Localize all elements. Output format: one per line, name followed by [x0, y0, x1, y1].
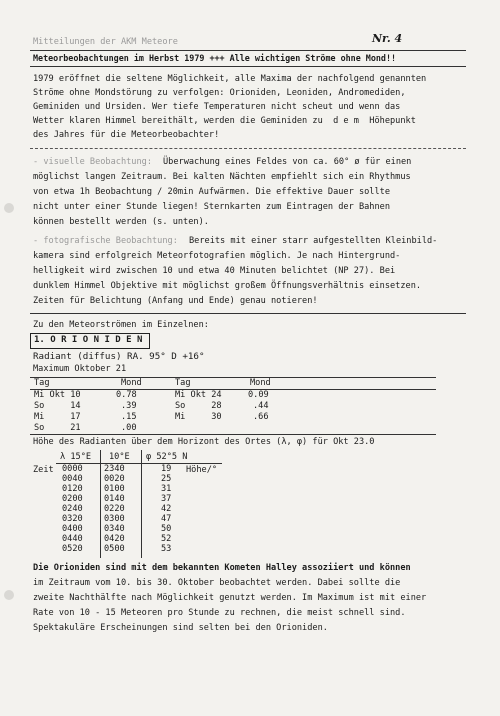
table-cell: 0.78: [116, 390, 137, 400]
height-table-cell: 53: [161, 544, 172, 554]
col-header-phi: φ 52°5 N: [146, 452, 188, 462]
col-header-mond: Mond: [121, 378, 142, 388]
intro-line: Geminiden und Ursiden. Wer tiefe Temperaturen nicht scheut und wenn das: [33, 102, 401, 112]
height-table-cell: 0400: [62, 524, 83, 534]
table-cell: .39: [121, 401, 137, 411]
table-rule: [30, 434, 436, 435]
table-cell: So 14: [34, 401, 81, 411]
height-table-cell: 47: [161, 514, 172, 524]
streams-heading: Zu den Meteorströmen im Einzelnen:: [33, 320, 209, 330]
height-table-cell: 37: [161, 494, 172, 504]
col-header-mond: Mond: [250, 378, 271, 388]
photo-line: helligkeit wird zwischen 10 und etwa 40 Minuten belichtet (NP 27). Bei: [33, 266, 396, 276]
closing-line: Die Orioniden sind mit dem bekannten Kometen Halley assoziiert und können: [33, 563, 411, 573]
intro-line: Ströme ohne Mondstörung zu verfolgen: Orioniden, Leoniden, Andromediden,: [33, 88, 406, 98]
table-cell: Mi Okt 24: [175, 390, 222, 400]
table-cell: .00: [121, 423, 137, 433]
table-cell: 0.09: [248, 390, 269, 400]
table-cell: .15: [121, 412, 137, 422]
height-table-cell: 0420: [104, 534, 125, 544]
table-rule: [30, 389, 436, 390]
intro-line: des Jahres für die Meteorbeobachter!: [33, 130, 220, 140]
punch-hole: [4, 203, 14, 213]
height-table-cell: 0000: [62, 464, 83, 474]
punch-hole: [4, 590, 14, 600]
org-name: Mitteilungen der AKM Meteore: [33, 37, 178, 47]
section-rule: [30, 313, 466, 314]
height-table-cell: 52: [161, 534, 172, 544]
intro-line: Wetter klaren Himmel bereithält, werden die Geminiden zu d e m Höhepunkt: [33, 116, 416, 126]
header-rule: [30, 50, 466, 51]
height-caption: Höhe des Radianten über dem Horizont des Ortes (λ, φ) für Okt 23.0: [33, 437, 375, 447]
height-table-cell: 0440: [62, 534, 83, 544]
doc-title: Meteorbeobachtungen im Herbst 1979 +++ Alle wichtigen Ströme ohne Mond!!: [33, 53, 397, 63]
visual-line: Überwachung eines Feldes von ca. 60° ø für einen: [163, 157, 412, 167]
visual-label: - visuelle Beobachtung:: [33, 157, 152, 167]
intro-line: 1979 eröffnet die seltene Möglichkeit, alle Maxima der nachfolgend genannten: [33, 74, 427, 84]
height-table-cell: 0240: [62, 504, 83, 514]
issue-number: Nr. 4: [372, 32, 403, 45]
table-rule: [30, 377, 436, 378]
closing-line: im Zeitraum vom 10. bis 30. Oktober beobachtet werden. Dabei sollte die: [33, 578, 401, 588]
table-cell: So 21: [34, 423, 81, 433]
col-header-lambda2: 10°E: [109, 452, 130, 462]
photo-label: - fotografische Beobachtung:: [33, 236, 178, 246]
height-table-cell: 0020: [104, 474, 125, 484]
radiant-info: Radiant (diffus) RA. 95° D +16°: [33, 351, 205, 362]
height-table-cell: 0340: [104, 524, 125, 534]
height-table-cell: 0300: [104, 514, 125, 524]
table-cell: Mi Okt 10: [34, 390, 81, 400]
closing-line: Rate von 10 - 15 Meteoren pro Stunde zu rechnen, die meist schnell sind.: [33, 608, 406, 618]
table-divider: [100, 450, 101, 558]
header-rule: [30, 66, 466, 67]
height-table-cell: 0100: [104, 484, 125, 494]
col-header-tag: Tag: [175, 378, 191, 388]
photo-line: kamera sind erfolgreich Meteorfotografien möglich. Je nach Hintergrund-: [33, 251, 401, 261]
maximum-info: Maximum Oktober 21: [33, 364, 127, 374]
height-table-cell: 0140: [104, 494, 125, 504]
photo-line: Zeiten für Belichtung (Anfang und Ende) genau notieren!: [33, 296, 318, 306]
table-cell: So 28: [175, 401, 222, 411]
height-table-cell: 0320: [62, 514, 83, 524]
height-table-cell: 19: [161, 464, 172, 474]
stream-title: 1. O R I O N I D E N: [34, 335, 143, 345]
visual-line: möglichst langen Zeitraum. Bei kalten Nächten empfiehlt sich ein Rhythmus: [33, 172, 411, 182]
closing-line: zweite Nachthälfte nach Möglichkeit genutzt werden. Im Maximum ist mit einer: [33, 593, 427, 603]
height-table-cell: 25: [161, 474, 172, 484]
visual-line: von etwa 1h Beobachtung / 20min Aufwärmen. Die effektive Dauer sollte: [33, 187, 390, 197]
height-table-cell: 0040: [62, 474, 83, 484]
height-table-cell: 2340: [104, 464, 125, 474]
visual-line: nicht unter einer Stunde liegen! Sternkarten zum Eintragen der Bahnen: [33, 202, 390, 212]
height-table-cell: 0120: [62, 484, 83, 494]
table-cell: .66: [253, 412, 269, 422]
height-table-cell: 0220: [104, 504, 125, 514]
visual-line: können bestellt werden (s. unten).: [33, 217, 209, 227]
closing-line: Spektakuläre Erscheinungen sind selten bei den Orioniden.: [33, 623, 328, 633]
height-table-cell: 0500: [104, 544, 125, 554]
table-cell: .44: [253, 401, 269, 411]
photo-line: Bereits mit einer starr aufgestellten Kleinbild-: [189, 236, 438, 246]
height-table-cell: 42: [161, 504, 172, 514]
table-divider: [141, 450, 142, 558]
row-label-zeit: Zeit: [33, 465, 54, 475]
height-table-cell: 31: [161, 484, 172, 494]
height-table-cell: 0520: [62, 544, 83, 554]
height-table-cell: 0200: [62, 494, 83, 504]
section-divider: [30, 148, 466, 149]
height-table-cell: 50: [161, 524, 172, 534]
table-cell: Mi 30: [175, 412, 222, 422]
col-header-lambda: λ 15°E: [60, 452, 92, 462]
table-cell: Mi 17: [34, 412, 81, 422]
col-header-tag: Tag: [34, 378, 50, 388]
photo-line: dunklem Himmel Objektive mit möglichst großem Öffnungsverhältnis einsetzen.: [33, 281, 422, 291]
height-unit: Höhe/°: [186, 465, 218, 475]
